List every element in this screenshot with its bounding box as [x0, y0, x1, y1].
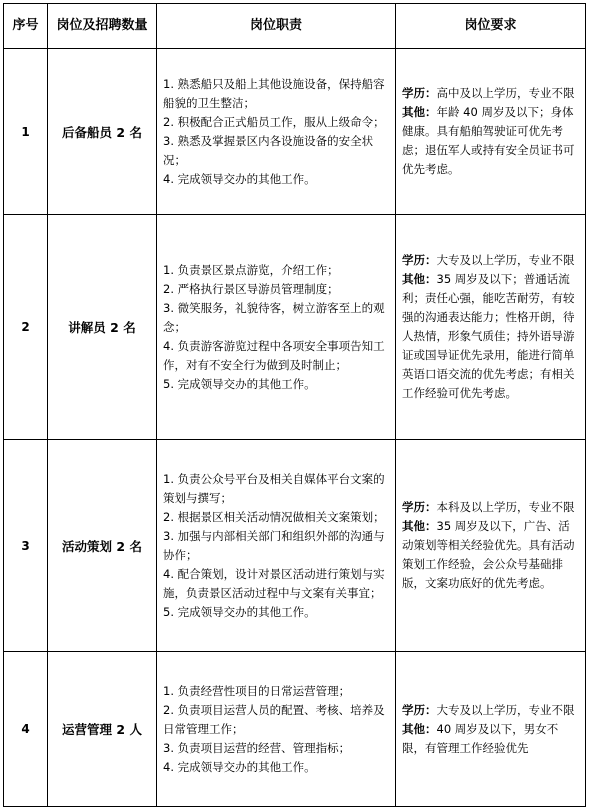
duty-item: 1. 负责景区景点游览，介绍工作； — [163, 262, 339, 277]
duty-item: 2. 负责项目运营人员的配置、考核、培养及日常管理工作； — [163, 702, 385, 736]
duty-item: 1. 负责经营性项目的日常运营管理； — [163, 683, 351, 698]
other-requirement — [402, 103, 579, 179]
requirements-cell — [396, 215, 586, 440]
other-value: 35 周岁及以下；普通话流利；责任心强，能吃苦耐劳，有较强的沟通表达能力；性格开朗，待人热情，形象气质佳；持外语导游证或国导证优先录用，能进行简单英语口语交流的优先考虑；有相关工作经验可优先考虑。 — [402, 272, 575, 400]
row-number: 4 — [4, 652, 48, 807]
education-requirement — [402, 84, 579, 103]
other-requirement — [402, 517, 579, 593]
recruitment-table — [3, 3, 586, 807]
other-requirement — [402, 720, 579, 758]
header-duties: 岗位职责 — [157, 4, 396, 49]
other-label: 其他： — [402, 519, 437, 533]
duty-item: 4. 完成领导交办的其他工作。 — [163, 759, 316, 774]
education-label: 学历： — [402, 253, 437, 267]
duty-item: 5. 完成领导交办的其他工作。 — [163, 604, 316, 619]
other-value: 35 周岁及以下，广告、活动策划等相关经验优先。具有活动策划工作经验，会公众号基础排版，文案功底好的优先考虑。 — [402, 519, 575, 590]
duty-item: 3. 加强与内部相关部门和组织外部的沟通与协作； — [163, 528, 385, 562]
other-label: 其他： — [402, 721, 437, 736]
duty-item: 3. 微笑服务，礼貌待客，树立游客至上的观念； — [163, 300, 385, 334]
other-label: 其他： — [402, 272, 437, 286]
other-requirement — [402, 270, 579, 403]
row-number: 3 — [4, 440, 48, 652]
requirements-cell — [396, 440, 586, 652]
table-row — [4, 215, 586, 440]
header-position: 岗位及招聘数量 — [48, 4, 157, 49]
duties-cell — [157, 49, 396, 215]
duty-item: 3. 熟悉及掌握景区内各设施设备的安全状况； — [163, 133, 374, 167]
duty-item: 4. 完成领导交办的其他工作。 — [163, 171, 316, 186]
table-row — [4, 49, 586, 215]
position-name: 运营管理 2 人 — [48, 652, 157, 807]
header-no: 序号 — [4, 4, 48, 49]
duty-item: 4. 配合策划，设计对景区活动进行策划与实施，负责景区活动过程中与文案有关事宜； — [163, 566, 385, 600]
education-requirement — [402, 701, 579, 720]
other-value: 40 周岁及以下，男女不限，有管理工作经验优先 — [402, 721, 559, 755]
table-row — [4, 440, 586, 652]
other-value: 年龄 40 周岁及以下；身体健康。具有船舶驾驶证可优先考虑；退伍军人或持有安全员证书可优先考虑。 — [402, 105, 575, 176]
table-header-row — [4, 4, 586, 49]
position-name: 讲解员 2 名 — [48, 215, 157, 440]
other-label: 其他： — [402, 105, 437, 119]
duty-item: 5. 完成领导交办的其他工作。 — [163, 376, 316, 391]
duty-item: 2. 积极配合正式船员工作，服从上级命令； — [163, 114, 385, 129]
duty-item: 2. 根据景区相关活动情况做相关文案策划； — [163, 509, 385, 524]
education-requirement — [402, 251, 579, 270]
duty-item: 4. 负责游客游览过程中各项安全事项告知工作，对有不安全行为做到及时制止； — [163, 338, 385, 372]
education-label: 学历： — [402, 702, 437, 717]
table-row — [4, 652, 586, 807]
education-label: 学历： — [402, 86, 437, 100]
header-requirements: 岗位要求 — [396, 4, 586, 49]
row-number: 2 — [4, 215, 48, 440]
duties-cell — [157, 215, 396, 440]
education-label: 学历： — [402, 500, 437, 514]
duty-item: 2. 严格执行景区导游员管理制度； — [163, 281, 339, 296]
duty-item: 1. 负责公众号平台及相关自媒体平台文案的策划与撰写； — [163, 471, 385, 505]
row-number: 1 — [4, 49, 48, 215]
education-value: 高中及以上学历，专业不限 — [436, 86, 575, 100]
duty-item: 3. 负责项目运营的经营、管理指标； — [163, 740, 351, 755]
duties-cell — [157, 652, 396, 807]
education-value: 大专及以上学历，专业不限 — [436, 253, 575, 267]
duties-cell — [157, 440, 396, 652]
position-name: 后备船员 2 名 — [48, 49, 157, 215]
position-name: 活动策划 2 名 — [48, 440, 157, 652]
requirements-cell — [396, 49, 586, 215]
education-value: 大专及以上学历，专业不限 — [436, 702, 575, 717]
requirements-cell — [396, 652, 586, 807]
education-requirement — [402, 498, 579, 517]
duty-item: 1. 熟悉船只及船上其他设施设备，保持船容船貌的卫生整洁； — [163, 76, 385, 110]
education-value: 本科及以上学历，专业不限 — [436, 500, 575, 514]
